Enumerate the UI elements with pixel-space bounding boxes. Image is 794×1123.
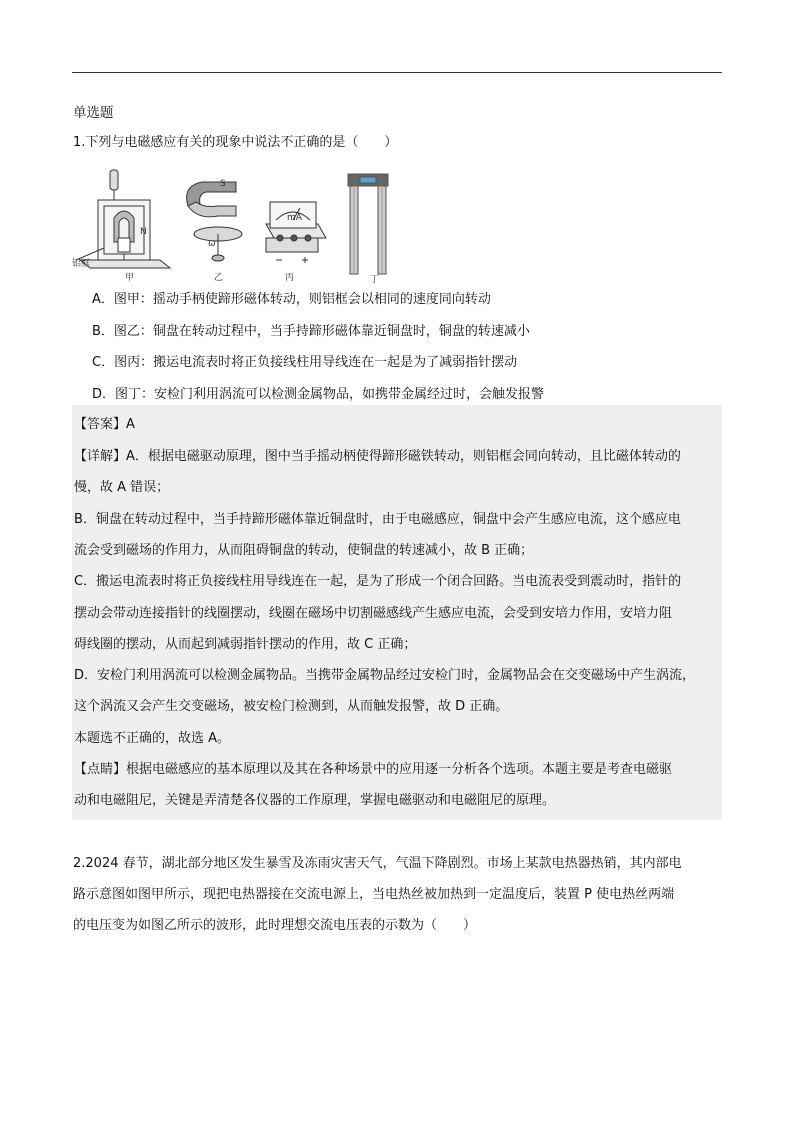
explanation-line: 摆动会带动连接指针的线圈摆动，线圈在磁场中切割磁感线产生感应电流，会受到安培力作用，安培力阻 [74, 606, 673, 621]
figure-label-omega: ω [208, 239, 216, 249]
figure-label-jia: 甲 [125, 273, 135, 283]
answer-line: 【答案】A [74, 417, 135, 432]
figure-label-alu-frame: 铝框 [72, 259, 91, 269]
explanation-line: 慢，故 A 错误； [74, 480, 170, 495]
question-2-line: 路示意图如图甲所示，现把电热器接在交流电源上，当电热丝被加热到一定温度后，装置 P 使电热丝两端 [73, 887, 675, 902]
option-b: B．图乙：铜盘在转动过程中，当手持蹄形磁体靠近铜盘时，铜盘的转速减小 [92, 324, 530, 339]
figure-label-yi: 乙 [214, 273, 224, 283]
figure-label-n-jia: N [140, 227, 147, 237]
figure-label-ding: 丁 [370, 275, 380, 285]
explanation-line: 这个涡流又会产生交变磁场，被安检门检测到，从而触发报警，故 D 正确。 [74, 699, 509, 714]
section-title: 单选题 [73, 105, 114, 121]
explanation-line: 【详解】A．根据电磁驱动原理，图中当手摇动柄使得蹄形磁铁转动，则铝框会同向转动，且比磁体转动的 [74, 449, 681, 464]
figure-ding-security-door [348, 174, 388, 274]
figure-label-ma: mA [287, 213, 302, 223]
explanation-line: C．搬运电流表时将正负接线柱用导线连在一起，是为了形成一个闭合回路。当电流表受到震动时，指针的 [74, 574, 682, 589]
figure-label-bing: 丙 [285, 273, 295, 283]
explanation-line: 碍线圈的摆动，从而起到减弱指针摆动的作用，故 C 正确； [74, 637, 417, 652]
option-c: C．图丙：搬运电流表时将正负接线柱用导线连在一起是为了减弱指针摆动 [92, 355, 518, 370]
explanation-line: 本题选不正确的，故选 A。 [74, 731, 231, 746]
figure-label-s: S [220, 179, 226, 189]
figure-yi-copper-disk [187, 182, 242, 261]
explanation-line: B．铜盘在转动过程中，当手持蹄形磁体靠近铜盘时，由于电磁感应，铜盘中会产生感应电流，这个感应电 [74, 512, 681, 527]
explanation-line: 流会受到磁场的作用力，从而阻碍铜盘的转动，使铜盘的转速减小，故 B 正确； [74, 543, 534, 558]
comment-line: 【点睛】根据电磁感应的基本原理以及其在各种场景中的应用逐一分析各个选项。本题主要是考查电磁驱 [74, 762, 673, 777]
header-rule [72, 72, 722, 73]
question-2-line: 2.2024 春节，湖北部分地区发生暴雪及冻雨灾害天气，气温下降剧烈。市场上某款电热器热销，其内部电 [73, 856, 682, 871]
question-2-line: 的电压变为如图乙所示的波形，此时理想交流电压表的示数为（ ） [73, 918, 477, 933]
option-a: A．图甲：摇动手柄使蹄形磁体转动，则铝框会以相同的速度同向转动 [92, 292, 491, 307]
question-1-figures [70, 168, 410, 286]
figure-jia-apparatus [76, 170, 170, 268]
comment-line: 动和电磁阻尼，关键是弄清楚各仪器的工作原理，掌握电磁驱动和电磁阻尼的原理。 [74, 793, 556, 808]
question-1-stem: 1.下列与电磁感应有关的现象中说法不正确的是（ ） [73, 135, 398, 150]
option-d: D．图丁：安检门利用涡流可以检测金属物品，如携带金属经过时，会触发报警 [92, 387, 545, 402]
figure-bing-ammeter [266, 202, 326, 263]
explanation-line: D．安检门利用涡流可以检测金属物品。当携带金属物品经过安检门时，金属物品会在交变磁场中产生涡流， [74, 668, 696, 683]
